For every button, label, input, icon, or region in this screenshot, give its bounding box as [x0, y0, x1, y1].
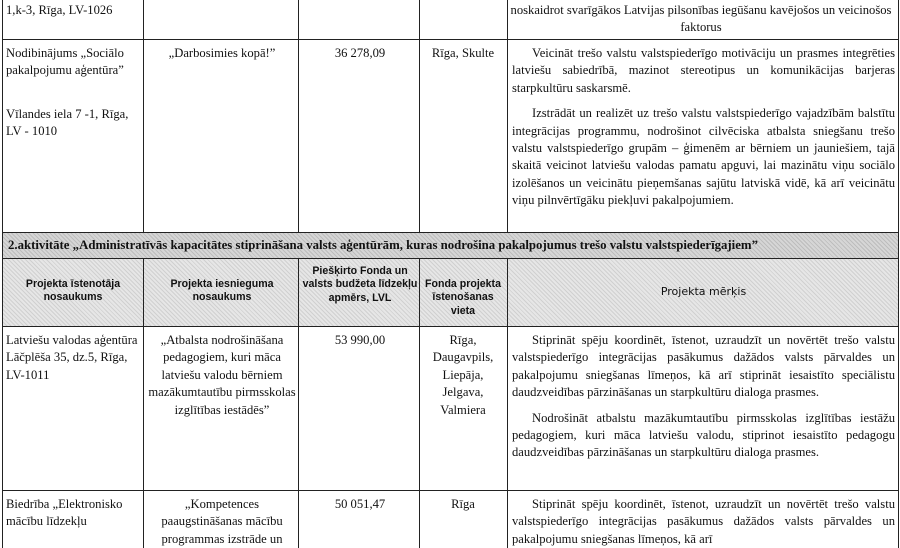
- row1-project: [148, 45, 296, 62]
- grid-line: [419, 259, 420, 548]
- row1-place-value: Rīga, Skulte: [431, 46, 495, 60]
- row1-amount-value: 36 278,09: [334, 46, 386, 60]
- top-goal-text: noskaidrot svarīgākos Latvijas pilsonības iegūšanu kavējošos un veicinošos faktorus: [510, 3, 892, 35]
- grid-line: [2, 326, 899, 327]
- row1-place: [422, 45, 504, 62]
- grid-line: [2, 39, 899, 40]
- header-col5-text: Projekta mērķis: [660, 285, 747, 298]
- header-col3-text: Piešķirto Fonda un valsts budžeta līdzekļu apmērs, LVL: [302, 265, 418, 304]
- row2-goal-p2: Nodrošināt atbalstu mazākumtautību pirmsskolas izglītības iestāžu pedagogiem, kuri māca latviešu valodu, stiprinot iesaistīto pedagogu daudzveidības pārzināšanas un starpkultūru dialoga prasmes.: [512, 410, 895, 460]
- row1-org-address: Vīlandes iela 7 -1, Rīga, LV - 1010: [6, 106, 129, 139]
- top-row-goal: [506, 2, 896, 37]
- grid-line: [2, 232, 899, 233]
- header-col2-text: Projekta iesnieguma nosaukums: [170, 278, 274, 304]
- grid-line: [2, 258, 899, 259]
- top-row-address: [6, 2, 134, 19]
- grid-line: [143, 259, 144, 548]
- grid-line: [419, 0, 420, 232]
- header-col5: [512, 285, 895, 298]
- row3-project-name: „Kompetences paaugstināšanas mācību programmas izstrāde un: [161, 497, 283, 546]
- row2-project-name: „Atbalsta nodrošināšana pedagogiem, kuri māca latviešu valodu bērniem mazākumtautību pirmsskolas izglītības iestādēs”: [148, 333, 296, 417]
- row2-org: [6, 332, 140, 384]
- row2-goal-p1: Stiprināt spēju koordinēt, īstenot, uzraudzīt un novērtēt trešo valstu valstspiederīgo integrācijas pasākumus dažādos valsts pārvaldes un pakalpojumu sniegšanas līmeņos, kā arī stiprināt iesaistīto speciālistu daudzveidības pārzināšanas un starpkultūru dialoga prasmes.: [512, 333, 895, 400]
- header-col2: [148, 278, 296, 305]
- row3-place-value: Rīga: [451, 497, 475, 511]
- row2-goal: [512, 332, 895, 462]
- row2-amount-value: 53 990,00: [334, 333, 386, 347]
- row3-goal-p1: Stiprināt spēju koordinēt, īstenot, uzraudzīt un novērtēt trešo valstu valstspiederīgo integrācijas pasākumus dažādos valsts pārvaldes un pakalpojumu sniegšanas līmeņos, kā arī: [512, 497, 895, 546]
- section-title: 2.aktivitāte „Administratīvās kapacitātes stiprināšana valsts aģentūrām, kuras nodrošina pakalpojumus trešo valstu valstspiederīgajiem”: [8, 238, 758, 252]
- header-col3: [302, 265, 418, 305]
- row2-place-value: Rīga, Daugavpils, Liepāja, Jelgava, Valmiera: [432, 333, 494, 417]
- grid-line: [2, 0, 3, 548]
- grid-line: [507, 259, 508, 548]
- grid-line: [298, 259, 299, 548]
- grid-line: [143, 0, 144, 232]
- row3-project: [148, 496, 296, 546]
- header-col4: [422, 278, 504, 318]
- row2-amount: [302, 332, 418, 349]
- row2-org-address: Lāčplēša 35, dz.5, Rīga, LV-1011: [6, 350, 128, 382]
- row3-org-name: Biedrība „Elektronisko mācību līdzekļu: [6, 497, 123, 529]
- row1-amount: [302, 45, 418, 62]
- row3-place: [422, 496, 504, 513]
- row1-project-name: „Darbosimies kopā!”: [168, 46, 276, 60]
- row2-org-name: Latviešu valodas aģentūra: [6, 333, 138, 347]
- grid-line: [2, 490, 899, 491]
- header-col1: [6, 278, 140, 305]
- row3-amount-value: 50 051,47: [334, 497, 386, 511]
- row1-goal-p1: Veicināt trešo valstu valstspiederīgo motivāciju un prasmes integrēties latviešu sabiedrībā, mazinot stereotipus un komunikācijas barjeras starpkultūru saskarsmē.: [512, 46, 895, 95]
- row1-goal: [512, 45, 895, 210]
- row1-org-name: Nodibinājums „Sociālo pakalpojumu aģentūra”: [6, 46, 124, 78]
- row3-org: [6, 496, 140, 546]
- header-col4-text: Fonda projekta īstenošanas vieta: [425, 278, 501, 317]
- row3-amount: [302, 496, 418, 513]
- grid-line: [507, 0, 508, 232]
- row2-place: [422, 332, 504, 419]
- row1-goal-p2: Izstrādāt un realizēt uz trešo valstu valstspiederīgo vajadzībām balstītu integrācijas programmu, nodrošinot cilvēciska atbalsta sniegšanu trešo valstu valstspiederīgo grupām – ģimenēm ar bērniem un jauniešiem, tajā skaitā veicinot latviešu valodas pamatu apguvi, lai mazinātu viņu sociālo izolēšanos un veicinātu pieņemšanas sajūtu latviskā vidē, kā arī veicinātu viņu pilnvērtīgāku piekļuvi pakalpojumiem.: [512, 106, 895, 208]
- row3-goal: [512, 496, 895, 548]
- header-col1-text: Projekta īstenotāja nosaukums: [25, 278, 121, 304]
- top-address-text: 1,k-3, Rīga, LV-1026: [6, 3, 113, 17]
- grid-line: [898, 0, 899, 548]
- grid-line: [298, 0, 299, 232]
- row2-project: [148, 332, 296, 419]
- row1-org: [6, 45, 140, 141]
